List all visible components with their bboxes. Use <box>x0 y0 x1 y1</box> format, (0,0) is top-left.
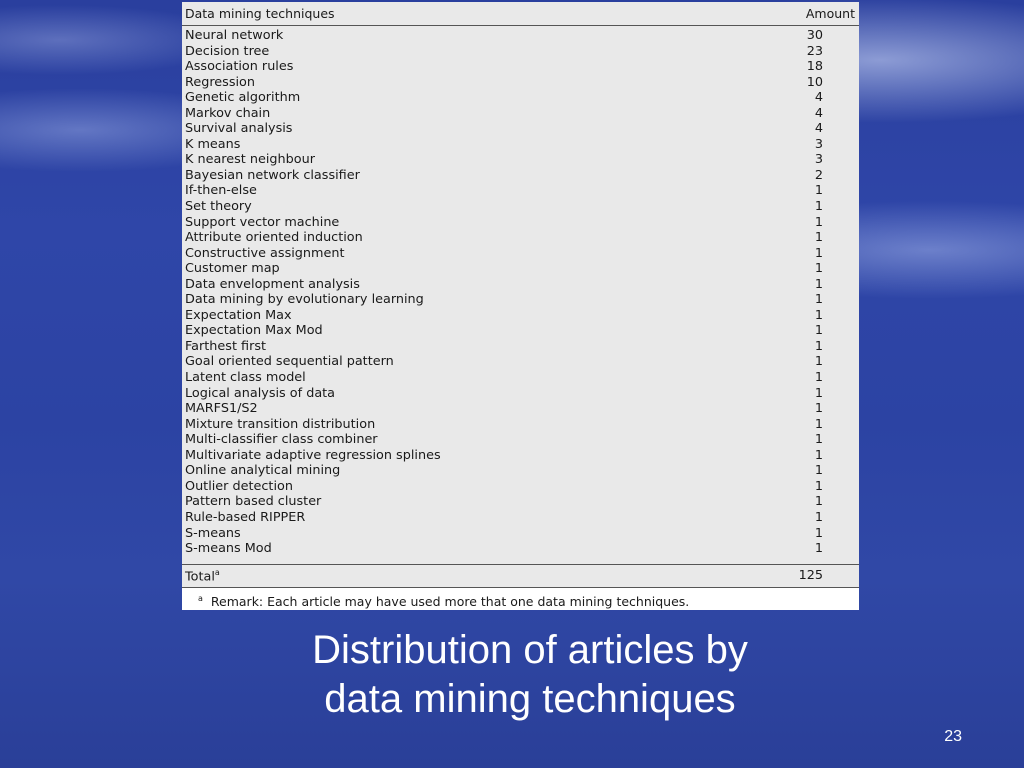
table-row <box>182 526 859 542</box>
table-row <box>182 215 859 231</box>
total-label: Total$^a$ <box>185 568 220 585</box>
technique-name: Neural network <box>185 28 284 43</box>
technique-amount: 18 <box>806 59 823 75</box>
table-row <box>182 323 859 339</box>
table-row <box>182 137 859 153</box>
technique-name: Bayesian network classifier <box>185 167 360 183</box>
technique-amount: 1 <box>814 509 823 525</box>
table-row <box>182 183 859 199</box>
header-techniques: Data mining techniques <box>185 6 335 21</box>
total-footnote-marker: a <box>214 568 220 577</box>
technique-name: Attribute oriented induction <box>185 230 363 246</box>
technique-name: K nearest neighbour <box>185 152 315 168</box>
technique-amount: 10 <box>806 74 823 90</box>
table-row <box>182 75 859 91</box>
total-amount: 125 <box>798 568 823 583</box>
caption-line-1: Distribution of articles by <box>312 628 748 672</box>
data-mining-table <box>182 2 859 610</box>
technique-amount: 1 <box>814 307 823 323</box>
technique-name: Logical analysis of data <box>185 385 336 401</box>
table-row <box>182 463 859 479</box>
table-row <box>182 510 859 526</box>
table-row <box>182 339 859 355</box>
technique-amount: 1 <box>814 432 823 448</box>
technique-amount: 1 <box>814 276 823 292</box>
table-row <box>182 370 859 386</box>
technique-amount: 1 <box>814 416 823 432</box>
table-row <box>182 59 859 75</box>
technique-amount: 4 <box>814 121 823 137</box>
table-row <box>182 541 859 557</box>
technique-amount: 1 <box>814 354 823 370</box>
total-divider <box>182 564 859 565</box>
table-row <box>182 479 859 495</box>
table-row <box>182 152 859 168</box>
table-row <box>182 28 859 44</box>
technique-name: Decision tree <box>185 43 270 59</box>
technique-name: S-means Mod <box>185 541 272 557</box>
technique-name: Genetic algorithm <box>185 90 301 106</box>
technique-name: If-then-else <box>185 183 257 199</box>
technique-amount: 1 <box>814 463 823 479</box>
technique-name: Outlier detection <box>185 478 293 494</box>
technique-amount: 23 <box>806 43 823 59</box>
table-row <box>182 168 859 184</box>
table-row <box>182 386 859 402</box>
technique-name: Farthest first <box>185 338 267 354</box>
technique-name: Markov chain <box>185 105 271 121</box>
technique-name: Survival analysis <box>185 121 293 137</box>
table-row <box>182 230 859 246</box>
technique-amount: 3 <box>814 152 823 168</box>
technique-name: Mixture transition distribution <box>185 416 376 432</box>
table-row <box>182 401 859 417</box>
technique-name: Support vector machine <box>185 214 340 230</box>
technique-name: Latent class model <box>185 370 306 386</box>
table-row <box>182 277 859 293</box>
table-row <box>182 199 859 215</box>
technique-amount: 1 <box>814 525 823 541</box>
technique-name: S-means <box>185 525 241 541</box>
table-row <box>182 448 859 464</box>
technique-name: Expectation Max <box>185 307 292 323</box>
technique-amount: 1 <box>814 338 823 354</box>
header-amount: Amount <box>805 6 855 21</box>
caption-line-2: data mining techniques <box>324 677 736 721</box>
table-row <box>182 246 859 262</box>
remark-text: Remark: Each article may have used more that one data mining techniques. <box>210 594 690 610</box>
technique-name: Customer map <box>185 261 280 277</box>
technique-name: Online analytical mining <box>185 463 341 479</box>
technique-name: MARFS1/S2 <box>185 401 258 417</box>
technique-name: K means <box>185 136 241 152</box>
technique-amount: 1 <box>814 245 823 261</box>
technique-amount: 1 <box>814 199 823 215</box>
slide-number: 23 <box>944 728 962 745</box>
slide-caption <box>230 626 830 724</box>
technique-name: Goal oriented sequential pattern <box>185 354 394 370</box>
technique-amount: 1 <box>814 261 823 277</box>
table-row <box>182 354 859 370</box>
technique-amount: 1 <box>814 447 823 463</box>
technique-amount: 1 <box>814 541 823 557</box>
technique-name: Data mining by evolutionary learning <box>185 292 424 308</box>
technique-name: Data envelopment analysis <box>185 276 360 292</box>
technique-name: Multivariate adaptive regression splines <box>185 447 441 463</box>
table-header <box>182 2 859 26</box>
technique-amount: 2 <box>814 167 823 183</box>
technique-name: Constructive assignment <box>185 245 345 261</box>
technique-amount: 1 <box>814 292 823 308</box>
table-body <box>182 28 859 557</box>
table-footnote <box>182 588 859 610</box>
technique-name: Regression <box>185 74 255 90</box>
technique-amount: 4 <box>814 90 823 106</box>
technique-amount: 3 <box>814 136 823 152</box>
table-row <box>182 121 859 137</box>
technique-name: Set theory <box>185 199 252 215</box>
technique-amount: 1 <box>814 370 823 386</box>
table-row <box>182 90 859 106</box>
table-row <box>182 417 859 433</box>
technique-name: Rule-based RIPPER <box>185 509 306 525</box>
technique-amount: 1 <box>814 494 823 510</box>
table-row <box>182 308 859 324</box>
technique-name: Multi-classifier class combiner <box>185 432 378 448</box>
technique-name: Expectation Max Mod <box>185 323 323 339</box>
technique-name: Association rules <box>185 59 294 75</box>
table-row <box>182 261 859 277</box>
table-row <box>182 106 859 122</box>
technique-amount: 1 <box>814 230 823 246</box>
table-row <box>182 292 859 308</box>
technique-amount: 30 <box>806 28 823 43</box>
table-row <box>182 494 859 510</box>
technique-amount: 1 <box>814 183 823 199</box>
technique-amount: 1 <box>814 385 823 401</box>
technique-amount: 1 <box>814 478 823 494</box>
technique-amount: 1 <box>814 323 823 339</box>
technique-amount: 1 <box>814 401 823 417</box>
technique-amount: 1 <box>814 214 823 230</box>
remark-marker: a <box>198 594 203 603</box>
table-row <box>182 44 859 60</box>
table-row <box>182 432 859 448</box>
technique-amount: 4 <box>814 105 823 121</box>
technique-name: Pattern based cluster <box>185 494 322 510</box>
total-row <box>182 568 859 586</box>
